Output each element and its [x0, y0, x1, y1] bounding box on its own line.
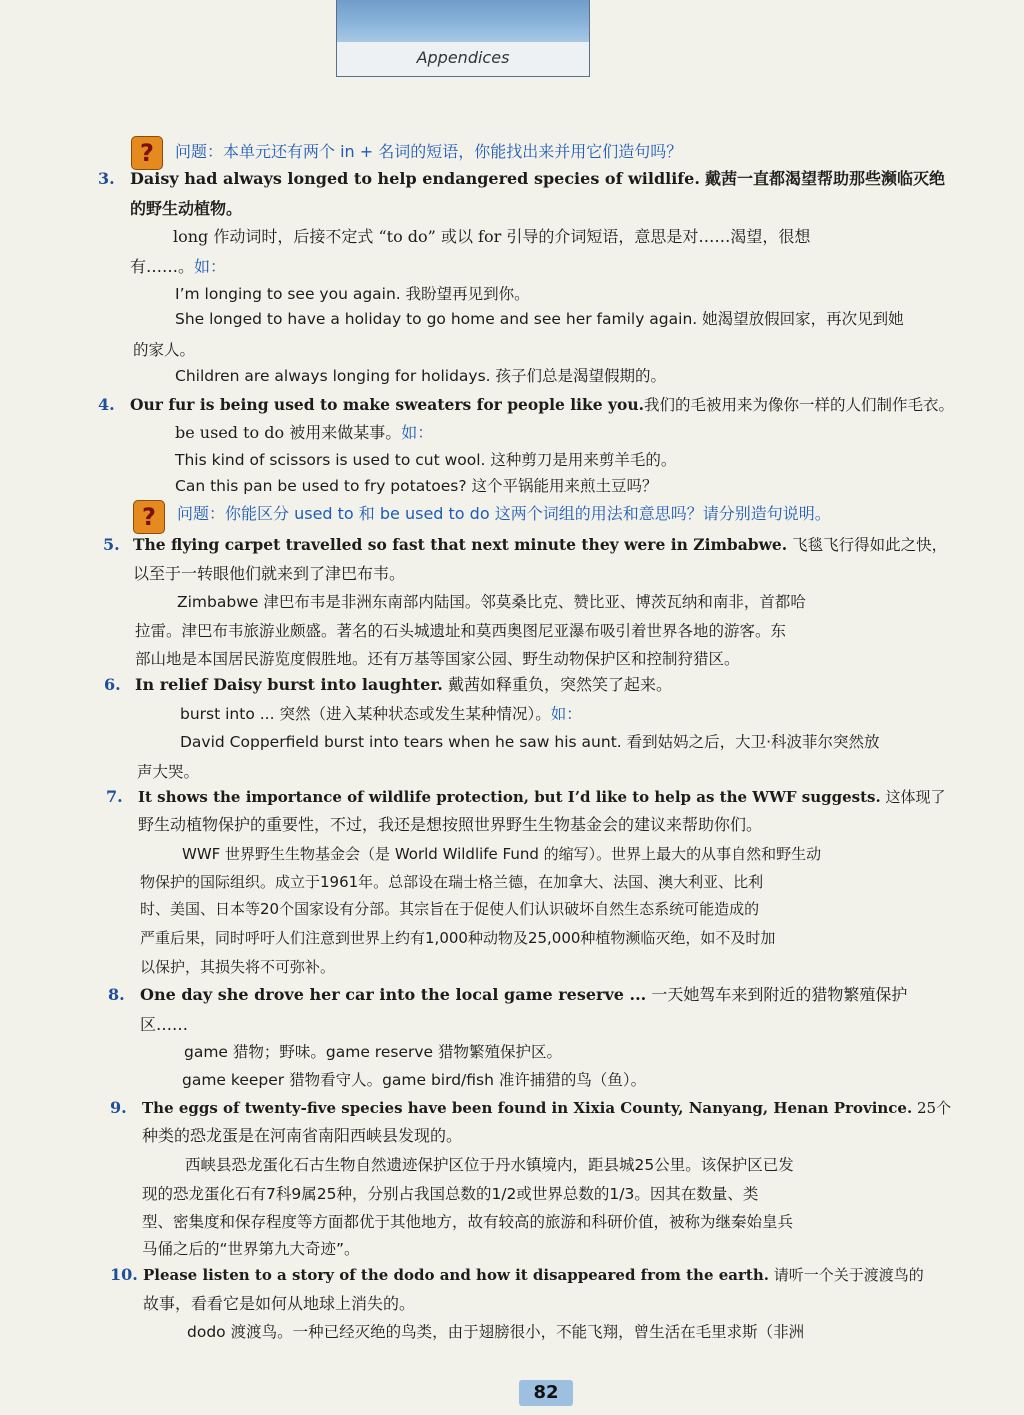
item-number: 7. [106, 787, 123, 806]
item-note: 部山地是本国居民游览度假胜地。还有万基等国家公园、野生动物保护区和控制狩猎区。 [135, 650, 740, 668]
item-note: 马俑之后的“世界第九大奇迹”。 [142, 1240, 360, 1258]
item-note: 有……。如： [130, 257, 227, 276]
item-sentence: In relief Daisy burst into laughter. 戴茜如释重负，突然笑了起来。 [135, 675, 672, 694]
item-translation: 区…… [140, 1015, 189, 1034]
example-sentence: Can this pan be used to fry potatoes? 这个平锅能用来煎土豆吗？ [175, 477, 658, 495]
item-translation: 的野生动植物。 [130, 199, 243, 218]
item-translation: 种类的恐龙蛋是在河南省南阳西峡县发现的。 [142, 1126, 463, 1145]
example-sentence: Children are always longing for holidays. 孩子们总是渴望假期的。 [175, 367, 667, 385]
page-number: 82 [519, 1380, 573, 1406]
item-number: 6. [104, 675, 121, 694]
item-note: 物保护的国际组织。成立于1961年。总部设在瑞士格兰德，在加拿大、法国、澳大利亚、比利 [140, 873, 764, 891]
item-sentence: One day she drove her car into the local game reserve ... 一天她驾车来到附近的猎物繁殖保护 [140, 985, 908, 1004]
item-translation: 以至于一转眼他们就来到了津巴布韦。 [133, 564, 406, 583]
header-title: Appendices [416, 48, 510, 67]
item-sentence: Please listen to a story of the dodo and how it disappeared from the earth. 请听一个关于渡渡鸟的 [143, 1266, 924, 1284]
item-number: 5. [103, 535, 120, 554]
example-sentence: 声大哭。 [137, 763, 200, 781]
item-number: 8. [108, 985, 125, 1004]
appendices-header [336, 0, 590, 77]
item-note: burst into ... 突然（进入某种状态或发生某种情况）。如： [180, 705, 582, 723]
item-note: 时、美国、日本等20个国家设有分部。其宗旨在于促使人们认识破坏自然生态系统可能造成的 [140, 900, 760, 918]
item-note: 拉雷。津巴布韦旅游业颇盛。著名的石头城遗址和莫西奥图尼亚瀑布吸引着世界各地的游客。东 [135, 622, 787, 640]
header-water-photo [337, 0, 589, 42]
item-number: 3. [98, 169, 115, 188]
item-note: 现的恐龙蛋化石有7科9属25种，分别占我国总数的1/2或世界总数的1/3。因其在数量、类 [142, 1185, 759, 1203]
item-note: dodo 渡渡鸟。一种已经灭绝的鸟类，由于翅膀很小，不能飞翔，曾生活在毛里求斯（非洲 [187, 1323, 805, 1341]
example-sentence: game 猎物；野味。game reserve 猎物繁殖保护区。 [184, 1043, 562, 1061]
item-sentence: Our fur is being used to make sweaters for people like you.我们的毛被用来为像你一样的人们制作毛衣。 [130, 395, 955, 414]
item-number: 10. [110, 1265, 138, 1284]
item-note: be used to do 被用来做某事。如： [175, 423, 434, 442]
item-number: 4. [98, 395, 115, 414]
question-prompt: 问题：本单元还有两个 in + 名词的短语，你能找出来并用它们造句吗？ [175, 142, 683, 161]
example-sentence: game keeper 猎物看守人。game bird/fish 准许捕猎的鸟（鱼）。 [182, 1071, 647, 1089]
item-translation: 故事，看看它是如何从地球上消失的。 [143, 1294, 416, 1313]
item-sentence: The eggs of twenty-five species have been found in Xixia County, Nanyang, Henan Province. 25个 [142, 1099, 952, 1117]
question-mark-icon: ? [131, 136, 163, 170]
item-note: 严重后果，同时呼吁人们注意到世界上约有1,000种动物及25,000种植物濒临灭绝，如不及时加 [140, 929, 776, 947]
item-note: 西峡县恐龙蛋化石古生物自然遗迹保护区位于丹水镇境内，距县城25公里。该保护区已发 [185, 1156, 794, 1174]
question-mark-icon: ? [133, 500, 165, 534]
item-sentence: Daisy had always longed to help endangered species of wildlife. 戴茜一直都渴望帮助那些濒临灭绝 [130, 169, 946, 188]
example-sentence: I’m longing to see you again. 我盼望再见到你。 [175, 285, 530, 303]
example-sentence: 的家人。 [133, 341, 196, 359]
item-note: 以保护，其损失将不可弥补。 [140, 958, 336, 976]
item-sentence: It shows the importance of wildlife protection, but I’d like to help as the WWF suggests. 这体现了 [138, 788, 946, 806]
item-translation: 野生动植物保护的重要性，不过，我还是想按照世界野生生物基金会的建议来帮助你们。 [138, 815, 763, 834]
item-note: WWF 世界野生生物基金会（是 World Wildlife Fund 的缩写）。世界上最大的从事自然和野生动 [182, 845, 822, 863]
question-prompt: 问题：你能区分 used to 和 be used to do 这两个词组的用法和意思吗？请分别造句说明。 [177, 504, 831, 523]
item-note: Zimbabwe 津巴布韦是非洲东南部内陆国。邻莫桑比克、赞比亚、博茨瓦纳和南非，首都哈 [177, 593, 806, 611]
item-sentence: The flying carpet travelled so fast that next minute they were in Zimbabwe. 飞毯飞行得如此之快， [133, 535, 948, 554]
item-note: 型、密集度和保存程度等方面都优于其他地方，故有较高的旅游和科研价值，被称为继秦始皇兵 [142, 1213, 794, 1231]
example-sentence: This kind of scissors is used to cut wool. 这种剪刀是用来剪羊毛的。 [175, 451, 677, 469]
example-sentence: She longed to have a holiday to go home and see her family again. 她渴望放假回家，再次见到她 [175, 310, 904, 328]
item-number: 9. [110, 1098, 127, 1117]
example-sentence: David Copperfield burst into tears when he saw his aunt. 看到姑妈之后，大卫·科波菲尔突然放 [180, 733, 880, 751]
item-note: long 作动词时，后接不定式 “to do” 或以 for 引导的介词短语，意思是对……渴望，很想 [173, 227, 811, 246]
